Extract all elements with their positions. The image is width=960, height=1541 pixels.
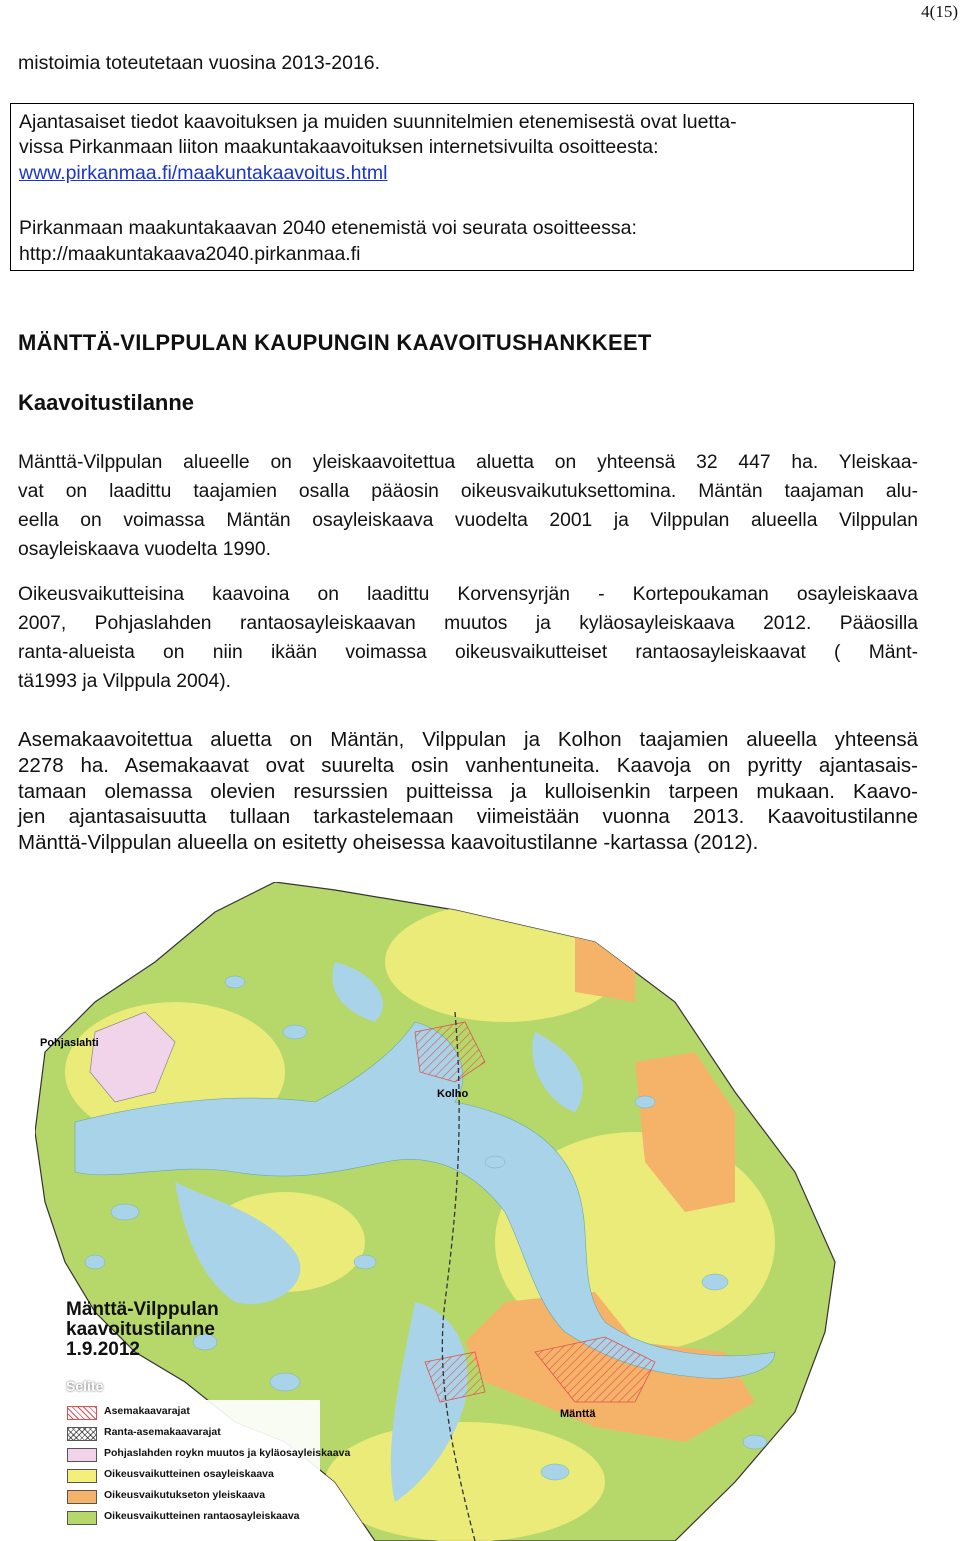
place-pohjaslahti: Pohjaslahti [40, 1037, 99, 1049]
map-title-line: kaavoitustilanne [66, 1319, 215, 1340]
paragraph-line: tamaan olemassa olevien resurssien puitteissa ja kulloisenkin tarpeen mukaan. Kaavo- [18, 779, 918, 803]
paragraph-line: jen ajantasaisuutta tullaan tarkastelemaan viimeistään vuonna 2013. Kaavoitustilanne [18, 805, 918, 829]
map-title-line: Mänttä-Vilppulan [66, 1299, 219, 1320]
paragraph-line: eella on voimassa Mäntän osayleiskaava vuodelta 2001 ja Vilppulan alueella Vilppulan [18, 510, 918, 531]
small-lake [85, 1255, 105, 1269]
link-maakuntakaavoitus[interactable]: www.pirkanmaa.fi/maakuntakaavoitus.html [19, 162, 388, 184]
small-lake [225, 976, 245, 988]
legend-swatch [67, 1406, 97, 1420]
legend-swatch [67, 1469, 97, 1483]
place-kolho: Kolho [437, 1088, 469, 1100]
legend-item [104, 1405, 190, 1417]
small-lake [702, 1274, 728, 1290]
map-title-line: 1.9.2012 [66, 1339, 140, 1360]
paragraph-line: Asemakaavoitettua aluetta on Mäntän, Vilppulan ja Kolhon taajamien alueella yhteensä [18, 728, 918, 751]
info-line-2: vissa Pirkanmaan liiton maakuntakaavoituksen internetsivuilta osoitteesta: [19, 136, 659, 158]
paragraph-2 [18, 580, 918, 696]
yellow-area [325, 1422, 605, 1541]
section-subheading: Kaavoitustilanne [18, 390, 195, 415]
legend-item [104, 1447, 350, 1459]
orange-area [575, 922, 635, 1002]
small-lake [743, 1435, 767, 1449]
info-line-4: http://maakuntakaava2040.pirkanmaa.fi [19, 243, 361, 265]
legend-swatch [67, 1427, 97, 1441]
legend-item [104, 1468, 274, 1480]
small-lake [541, 1464, 569, 1480]
legend-item [104, 1489, 265, 1501]
paragraph-line: 2007, Pohjaslahden rantaosayleiskaavan muutos ja kyläosayleiskaava 2012. Pääosilla [18, 613, 918, 634]
paragraph-line: osayleiskaava vuodelta 1990. [18, 539, 271, 560]
paragraph-line: Mänttä-Vilppulan alueella on esitetty oheisessa kaavoitustilanne -kartassa (2012). [18, 831, 759, 855]
small-lake [485, 1156, 505, 1168]
legend-swatch [67, 1490, 97, 1504]
legend-label: Pohjaslahden roykn muutos ja kyläosayleiskaava [104, 1447, 351, 1459]
paragraph-line: Mänttä-Vilppulan alueelle on yleiskaavoitettua aluetta on yhteensä 32 447 ha. Yleiskaa- [18, 452, 918, 473]
legend-title: Selite [66, 1378, 104, 1394]
info-line-1: Ajantasaiset tiedot kaavoituksen ja muiden suunnitelmien etenemisestä ovat luetta- [19, 111, 737, 133]
info-box [10, 103, 914, 271]
info-line-3: Pirkanmaan maakuntakaavan 2040 etenemistä voi seurata osoitteessa: [19, 217, 637, 239]
paragraph-line: tä1993 ja Vilppula 2004). [18, 671, 231, 692]
paragraph-1 [18, 448, 918, 564]
legend-label: Oikeusvaikutteinen rantaosayleiskaava [104, 1510, 300, 1522]
small-lake [354, 1255, 376, 1269]
legend-swatch [67, 1448, 97, 1462]
small-lake [635, 1096, 655, 1108]
paragraph-line: 2278 ha. Asemakaavat ovat suurelta osin vanhentuneita. Kaavoja on pyritty ajantasais- [18, 753, 918, 777]
legend-label: Ranta-asemakaavarajat [104, 1426, 221, 1438]
small-lake [111, 1204, 139, 1220]
legend-panel [60, 1400, 351, 1536]
legend-label: Asemakaavarajat [104, 1405, 190, 1417]
place-mantta: Mänttä [560, 1408, 596, 1420]
small-lake [283, 1025, 307, 1039]
section-heading: MÄNTTÄ-VILPPULAN KAUPUNGIN KAAVOITUSHANKKEET [18, 330, 652, 355]
legend-item [104, 1510, 300, 1522]
paragraph-line: vat on laadittu taajamien osalla pääosin oikeusvaikutuksettomina. Mäntän taajaman alu- [18, 481, 918, 502]
paragraph-line: Oikeusvaikutteisina kaavoina on laadittu Korvensyrjän - Kortepoukaman osayleiskaava [18, 584, 918, 605]
map-legend [60, 1300, 360, 1540]
legend-label: Oikeusvaikutteinen osayleiskaava [104, 1468, 274, 1480]
intro-line: mistoimia toteutetaan vuosina 2013-2016. [18, 52, 381, 74]
paragraph-line: ranta-alueista on niin ikään voimassa oikeusvaikutteiset rantaosayleiskaavat ( Mänt- [18, 642, 918, 663]
legend-item [104, 1426, 221, 1438]
legend-swatch [67, 1511, 97, 1525]
page-number: 4(15) [921, 2, 958, 21]
legend-label: Oikeusvaikutukseton yleiskaava [104, 1489, 266, 1501]
paragraph-3 [18, 727, 918, 856]
